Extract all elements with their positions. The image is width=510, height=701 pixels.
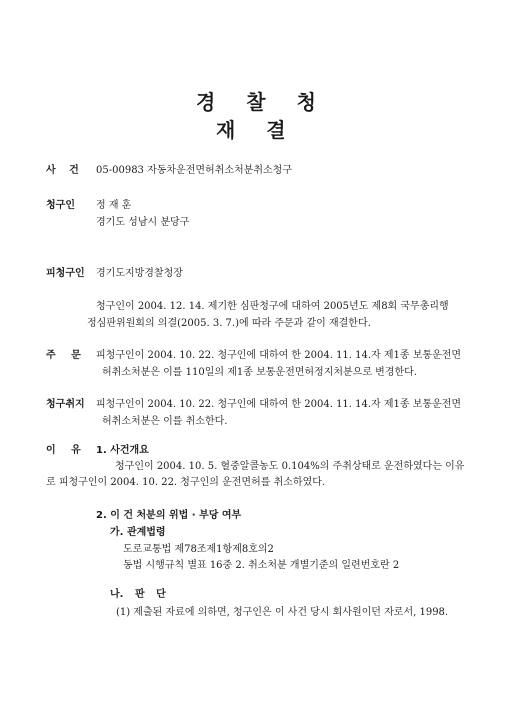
subsection-b-title: 나. 판 단 (110, 589, 166, 600)
agency-title: 경 찰 청 (196, 90, 317, 114)
respondent-label: 피청구인 (46, 268, 85, 279)
section-2-title: 2. 이 건 처분의 위법 · 부당 여부 (96, 510, 242, 521)
law-reference-1: 도로교통법 제78조제1항제8호의2 (123, 544, 274, 555)
claimant-label: 청구인 (46, 200, 75, 211)
section-1-line-2: 로 피청구인이 2004. 10. 22. 청구인의 운전면허를 취소하였다. (46, 477, 326, 488)
subsection-a-title: 가. 관계법령 (110, 527, 166, 538)
order-line-2: 허취소처분은 이를 110일의 제1종 보통운전면허정지처분으로 변경한다. (102, 367, 418, 378)
claimant-address: 경기도 성남시 분당구 (96, 217, 190, 228)
judgment-line-1: (1) 제출된 자료에 의하면, 청구인은 이 사건 당시 회사원이던 자로서, 1998. (116, 607, 449, 618)
case-label: 사 건 (46, 165, 79, 176)
section-1-title: 1. 사건개요 (96, 445, 149, 456)
case-text: 05-00983 자동차운전면허취소처분취소청구 (96, 165, 292, 176)
claim-purpose-line-1: 피청구인이 2004. 10. 22. 청구인에 대하여 한 2004. 11. 14.자 제1종 보통운전면 (96, 399, 462, 410)
claimant-name: 정 재 훈 (96, 200, 132, 211)
reasons-label: 이 유 (46, 445, 81, 456)
claim-purpose-label: 청구취지 (46, 399, 85, 410)
order-label: 주 문 (46, 350, 81, 361)
order-line-1: 피청구인이 2004. 10. 22. 청구인에 대하여 한 2004. 11. 14.자 제1종 보통운전면 (96, 350, 462, 361)
document-type-title: 재 결 (216, 118, 287, 142)
claim-purpose-line-2: 허취소처분은 이를 취소한다. (102, 416, 228, 427)
intro-line-2: 정심판위원회의 의결(2005. 3. 7.)에 따라 주문과 같이 재결한다. (87, 318, 371, 329)
law-reference-2: 동법 시행규칙 별표 16중 2. 취소처분 개별기준의 일련번호란 2 (123, 560, 400, 571)
section-1-line-1: 청구인이 2004. 10. 5. 혈중알콜농도 0.104%의 주취상태로 운전하였다는 이유 (115, 461, 465, 472)
intro-line-1: 청구인이 2004. 12. 14. 제기한 심판청구에 대하여 2005년도 제8회 국무총리행 (96, 301, 449, 312)
respondent-name: 경기도지방경찰청장 (96, 268, 183, 279)
